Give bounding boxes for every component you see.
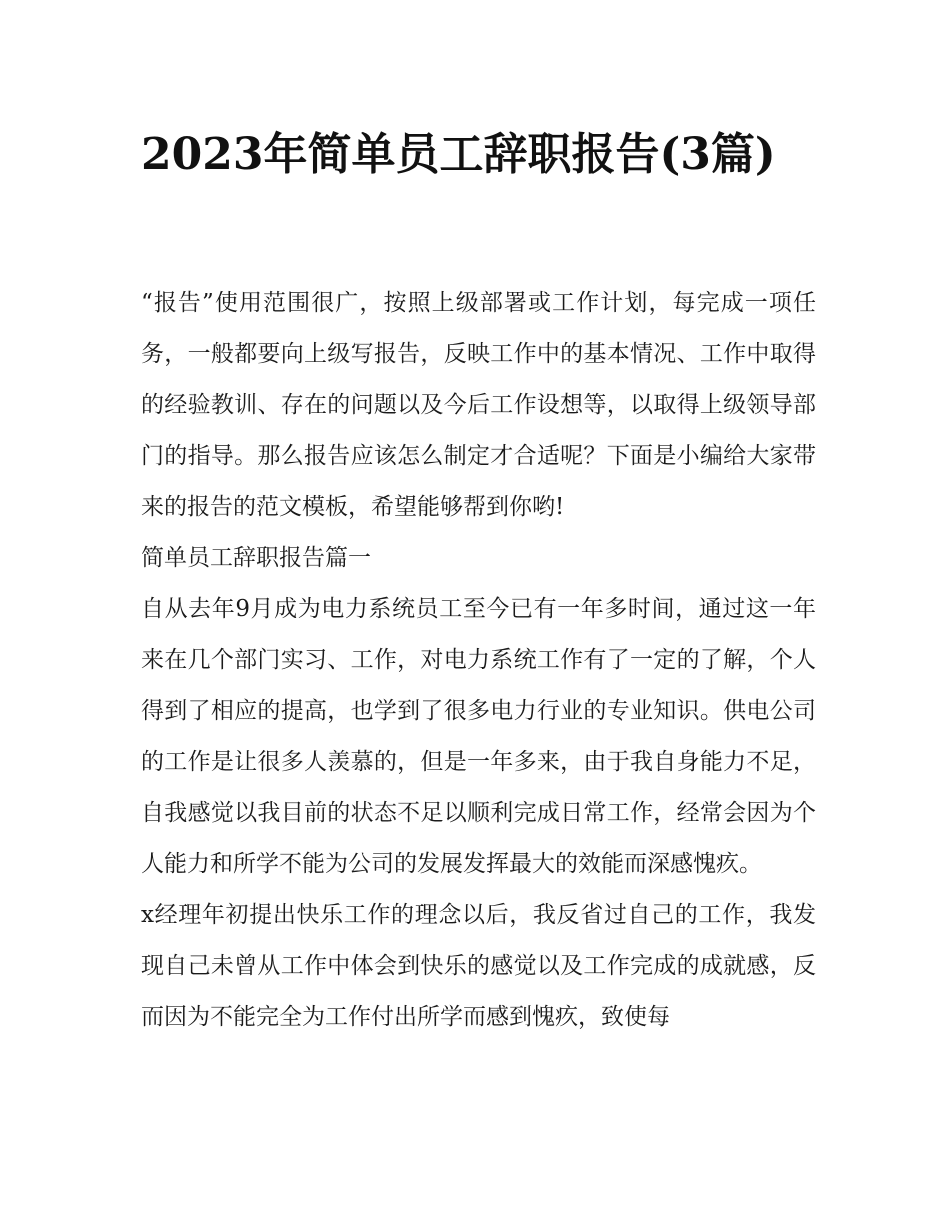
section-heading: 简单员工辞职报告篇一 [141,545,371,571]
intro-paragraph: “报告”使用范围很广，按照上级部署或工作计划，每完成一项任务，一般都要向上级写报告，反映工作中的基本情况、工作中取得的经验教训、存在的问题以及今后工作设想等，以取得上级领导部门的指导。那么报告应该怎么制定才合适呢？下面是小编给大家带来的报告的范文模板，希望能够帮到你哟! [141,290,816,520]
body-paragraph-1: 自从去年9月成为电力系统员工至今已有一年多时间，通过这一年来在几个部门实习、工作，对电力系统工作有了一定的了解，个人得到了相应的提高，也学到了很多电力行业的专业知识。供电公司的工作是让很多人羡慕的，但是一年多来，由于我自身能力不足，自我感觉以我目前的状态不足以顺利完成日常工作，经常会因为个人能力和所学不能为公司的发展发挥最大的效能而深感愧疚。 [141,596,816,877]
document-body [141,278,816,1043]
body-paragraph-2: x经理年初提出快乐工作的理念以后，我反省过自己的工作，我发现自己未曾从工作中体会到快乐的感觉以及工作完成的成就感，反而因为不能完全为工作付出所学而感到愧疚，致使每 [141,902,816,1030]
document-title: 2023年简单员工辞职报告(3篇) [141,129,776,180]
